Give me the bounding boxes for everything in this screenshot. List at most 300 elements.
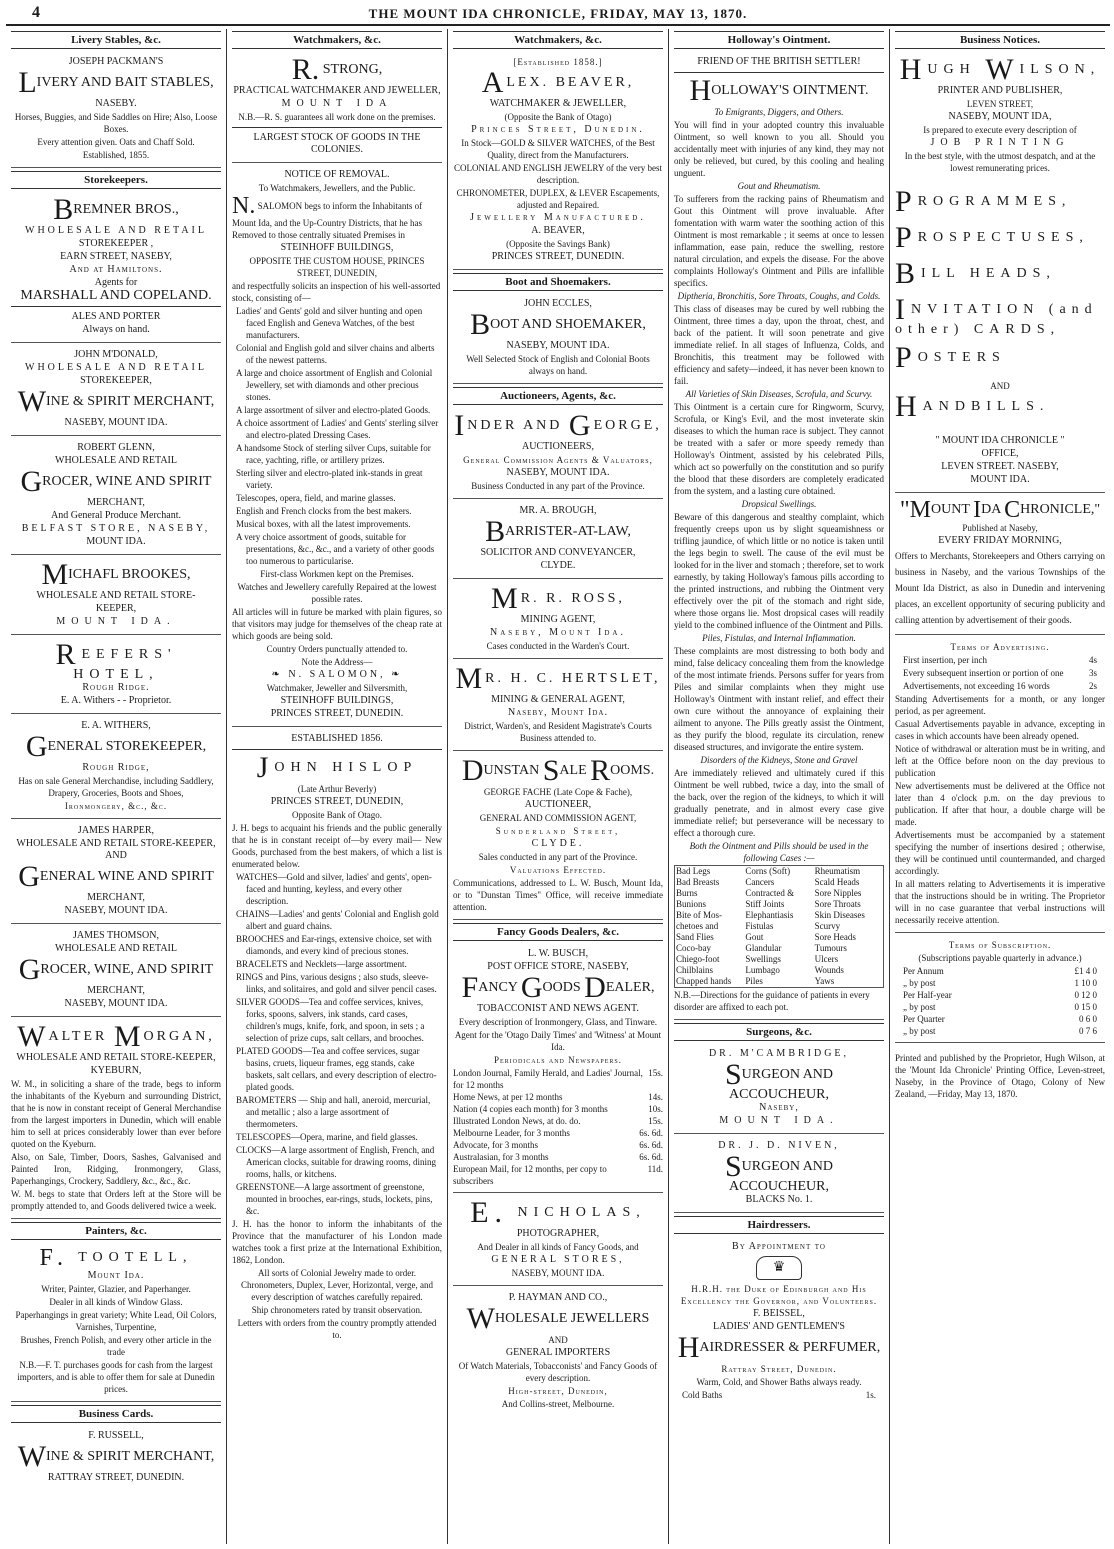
ailment-cell: Wounds [814, 965, 844, 975]
stock-item: A large and choice assortment of English and Colonial Jewellery, set with diamonds and other precious stones. [236, 368, 433, 402]
price-row [453, 1091, 663, 1103]
ailment-cell: Scurvy [814, 921, 841, 931]
drop-cap: B [895, 257, 922, 290]
ad-line: LEVEN STREET. NASEBY, [941, 461, 1059, 472]
ornament-icon: ❧ [385, 669, 403, 680]
advert-hislop [232, 730, 442, 1347]
section-heading: Painters, &c. [11, 1222, 221, 1240]
price-item: Per Quarter [903, 1014, 945, 1024]
stock-item: Ladies' and Gents' gold and silver hunting and open faced English and Geneva Watches, of the best manufacturers. [236, 306, 423, 340]
ad-line: OHN HISLOP [274, 760, 418, 775]
ad-line: Agent for the 'Otago Daily Times' and 'Witness' at Mount Ida. [454, 1030, 662, 1052]
ad-line: MOUNT IDA. [56, 616, 176, 627]
ad-line: E. A. WITHERS, [81, 720, 151, 731]
ad-line: PHOTOGRAPHER, [516, 1228, 600, 1239]
sub-heading: To Emigrants, Diggers, and Others. [714, 107, 844, 117]
ad-line: UGH [927, 62, 976, 77]
ad-line: Ironmongery, &c., &c. [64, 801, 168, 811]
ad-line: COLONIAL AND ENGLISH JEWELRY of the very best description. [453, 163, 663, 185]
ad-line: ROGRAMMES, [917, 194, 1072, 209]
ad-paragraph: New advertisements must be delivered at the Office not later than 4 o'clock p.m. on the day previous to publication. If after that hour, a double charge will be made. [895, 781, 1105, 827]
price-row [453, 1151, 663, 1163]
section-heading: Holloway's Ointment. [674, 31, 884, 49]
ad-line: LEVEN STREET, [966, 99, 1034, 109]
drop-cap: H [895, 390, 923, 423]
ad-line: And Collins-street, Melbourne. [501, 1399, 615, 1409]
price-item: Home News, at per 12 months [453, 1092, 563, 1102]
drop-cap: L [18, 66, 37, 99]
drop-cap: I [454, 409, 468, 442]
price-row [895, 1013, 1105, 1025]
ad-paragraph: These complaints are most distressing to both body and mind, false delicacy concealing them from the knowledge of the most intimate friends. Persons suffer for years from Piles and similar complaints when they might use Holloway's Ointment with instant relief, and effect their own cure without the annoyance of explaining their ailment to anyone. The Pills greatly assist the Ointment, as they purify the blood, regulate its circulation, renew diseased structures, and invigorate the entire system. [674, 646, 884, 752]
price-value: 6s. 6d. [639, 1152, 663, 1162]
ad-line: ILL HEADS, [921, 266, 1056, 281]
ad-line: To Watchmakers, Jewellers, and the Public. [258, 183, 416, 193]
salomon-stock-list [232, 305, 442, 567]
drop-cap: W [466, 1302, 495, 1335]
ad-line: Paperhangings in great variety; White Lead, Oil Colors, Varnishes, Turpentine, [15, 1310, 217, 1332]
ad-line: ENERAL WINE AND SPIRIT [39, 869, 214, 884]
ad-line: NASEBY, MOUNT IDA, [948, 111, 1052, 122]
ad-line: F. BEISSEL, [753, 1308, 805, 1319]
ad-line: Sunderland Street, [495, 826, 621, 836]
section-heading: Surgeons, &c. [674, 1023, 884, 1041]
hislop-stock-list [232, 871, 442, 1217]
ad-line: In Stock—GOLD & SILVER WATCHES, of the Best Quality, direct from the Manufacturers. [461, 138, 655, 160]
drop-cap: G [20, 465, 43, 498]
ad-line: J. H. has the honor to inform the inhabitants of the Province that the manufacturer of his London made watches took a first prize at the International Exhibition, 1862, London. [232, 1219, 442, 1265]
ailment-cell: Coco-bay [676, 943, 711, 953]
ad-line: EVERY FRIDAY MORNING, [938, 535, 1062, 546]
ad-line: MARSHALL AND COPELAND. [20, 288, 212, 303]
stock-item: BRACELETS and Necklets—large assortment. [236, 959, 407, 969]
ailment-cell: Gout [745, 932, 764, 942]
ad-line: Communications, addressed to L. W. Busch, Mount Ida, or to "Dunstan Times" Office, will receive immediate attention. [453, 878, 663, 912]
ad-line: Rough Ridge, [82, 762, 150, 773]
ad-line: SOLICITOR AND CONVEYANCER, [480, 547, 636, 558]
ad-line: MERCHANT, [87, 497, 145, 508]
ad-line: Brushes, French Polish, and every other article in the trade [20, 1335, 212, 1357]
ad-line: MERCHANT, [87, 985, 145, 996]
ad-line: OLLOWAY'S OINTMENT. [711, 83, 869, 98]
ad-line: Horses, Buggies, and Side Saddles on Hire; Also, Loose Boxes. [14, 112, 218, 134]
price-value: £1 4 0 [1074, 966, 1097, 976]
ad-line: OUNT [931, 502, 970, 517]
ad-line: District, Warden's, and Resident Magistrate's Courts Business attended to. [464, 721, 652, 743]
column-2 [227, 29, 448, 1544]
ad-line: Sales conducted in any part of the Province. [478, 852, 638, 862]
ailment-cell: Lumbago [745, 965, 780, 975]
ad-line: Also, on Sale, Timber, Doors, Sashes, Galvanised and Painted Iron, Ridging, Ironmongery, Glass, Paperhangings, Crockery, Saddlery, &c., &c., &c. [11, 1152, 221, 1186]
job-item [895, 341, 1105, 374]
advert-withers [11, 717, 221, 819]
ad-line: AND [990, 381, 1010, 391]
masthead-title: THE MOUNT IDA CHRONICLE, FRIDAY, MAY 13, 1870. [368, 6, 748, 21]
ad-line: JAMES THOMSON, [73, 930, 159, 941]
price-row [895, 1001, 1105, 1013]
drop-cap: W [17, 385, 47, 418]
ad-line: RATTRAY STREET, DUNEDIN. [47, 1472, 185, 1483]
ad-line: J. H. begs to acquaint his friends and the public generally that he is in constant receipt of—by every mail— New Goods, purchased from the best makers, of which a list is enumerated below. [232, 823, 442, 869]
ad-line: MOUNT IDA. [719, 1115, 839, 1126]
ailment-cell: Cancers [745, 877, 775, 887]
job-item [895, 185, 1105, 218]
ailment-cell: Fistulas [745, 921, 774, 931]
advert-niven [674, 1137, 884, 1213]
ad-line: And at Hamiltons. [69, 264, 163, 275]
ad-line: Periodicals and Newspapers. [493, 1055, 623, 1065]
ailment-cell: Rheumatism [814, 866, 861, 876]
page-number: 4 [32, 4, 41, 21]
ailment-cell: Chilblains [676, 965, 714, 975]
ad-line: Naseby, [759, 1102, 799, 1113]
ad-line: N. SALOMON, [288, 669, 386, 680]
ad-line: EEFERS' HOTEL, [73, 647, 177, 682]
drop-cap: H [899, 53, 928, 86]
drop-cap: F. [39, 1245, 69, 1271]
stock-item: Sterling silver and electro-plated ink-stands in great variety. [236, 468, 423, 490]
advert-thomson [11, 927, 221, 1017]
sub-heading: Terms of Advertising. [950, 642, 1050, 652]
advert-packman [11, 53, 221, 168]
ad-line: UNSTAN [483, 763, 540, 778]
price-item: Per Annum [903, 966, 944, 976]
ad-line: A. BEAVER, [531, 225, 585, 236]
ad-line: JOHN ECCLES, [524, 298, 592, 309]
ad-line: W. M., in soliciting a share of the trade, begs to inform the inhabitants of the Kyeburn and surrounding District, that he is now in constant receipt of General Merchandise from the largest importers in Dunedin, which will enable him to sell at prices considerably lower than ever before quoted on the Kyeburn. [11, 1079, 221, 1149]
subscription-terms [895, 936, 1105, 1043]
price-row [453, 1163, 663, 1187]
ad-paragraph: This Ointment is a certain cure for Ringworm, Scurvy, Scrofula, or King's Evil, and the most inveterate skin diseases to which the human race is subject. They cannot be treated with a safer or more speedy remedy than Holloway's Ointment, assisted by his celebrated Pills, which act so powerfully on the constitution and so purify the blood that these disorders are completely eradicated from the system, and a lasting cure obtained. [674, 402, 884, 496]
ad-line: JOSEPH PACKMAN'S [68, 56, 164, 67]
ad-line: STOREKEEPER , [78, 238, 154, 249]
price-row [453, 1115, 663, 1127]
ailment-cell: Ulcers [814, 954, 839, 964]
stock-item: GREENSTONE—A large assortment of greenstone, mounted in brooches, ear-rings, studs, lockets, pins, &c. [236, 1182, 433, 1216]
ad-line: DA [981, 502, 1001, 517]
ad-line: BLACKS No. 1. [745, 1194, 813, 1205]
ad-line: N.B.—F. T. purchases goods for cash from the largest importers, and is able to offer them for sale at Dunedin prices. [17, 1360, 215, 1394]
ad-paragraph: This class of diseases may be cured by well rubbing the Ointment, three times a day, upon the throat, chest, and back of the patient. It will soon penetrate and give immediate relief. In all stages of Influenza, Colds, and Bronchitis, this treatment may be followed with efficiency and safety—indeed, it has never been known to fail. [674, 304, 884, 386]
price-item: Per Half-year [903, 990, 952, 1000]
ad-line: PRINCES STREET, DUNEDIN, [270, 796, 404, 807]
advert-russell [11, 1427, 221, 1490]
price-value: 14s. [648, 1092, 663, 1102]
ad-line: Naseby, Mount Ida. [508, 707, 608, 718]
ad-line: Writer, Painter, Glazier, and Paperhanger. [41, 1284, 191, 1294]
ad-line: MINING & GENERAL AGENT, [491, 694, 625, 705]
stock-item: A choice assortment of Ladies' and Gents' sterling silver and electro-plated Dressing Cases. [236, 418, 439, 440]
price-value: 1 10 0 [1074, 978, 1097, 988]
price-value: 15s. [648, 1116, 663, 1126]
ad-line: AIRDRESSER & PERFUMER, [699, 1340, 881, 1355]
section-heading: Business Notices. [895, 31, 1105, 49]
section-heading: Watchmakers, &c. [232, 31, 442, 49]
price-item: European Mail, for 12 months, per copy to subscribers [453, 1164, 607, 1186]
drop-cap: N. [232, 193, 256, 219]
ailment-cell: Glandular [745, 943, 782, 953]
price-value: 11d. [647, 1164, 663, 1174]
ad-line: GENERAL IMPORTERS [505, 1347, 611, 1358]
ailment-cell: Swellings [745, 954, 781, 964]
advert-chronicle [895, 496, 1105, 635]
advert-tootell [11, 1244, 221, 1402]
ailment-cell: Chiego-foot [676, 954, 720, 964]
ailment-cell: chetoes and [676, 921, 719, 931]
drop-cap: G [18, 860, 40, 893]
ad-paragraph: You will find in your adopted country this invaluable Ointment, so well known to you all. Should you accidentally meet with injuries of any kind, they may not only be relieved, but cured, by this cooling and healing unguent. [674, 120, 884, 178]
ad-line: OFFICE, [981, 448, 1019, 459]
ad-paragraph: Advertisements must be accompanied by a statement specifying the number of insertions desired ; otherwise, they will be continued until countermanded, and charged accordingly. [895, 830, 1105, 876]
sub-heading: Diptheria, Bronchitis, Sore Throats, Coughs, and Colds. [677, 291, 881, 301]
job-item [895, 221, 1105, 254]
ailment-cell: Sore Nipples [814, 888, 862, 898]
ad-line: ALES AND PORTER [71, 311, 161, 322]
price-row [453, 1127, 663, 1139]
sub-heading: Terms of Subscription. [948, 940, 1052, 950]
ad-line: MOUNT IDA. [86, 536, 146, 547]
stock-item: A very choice assortment of goods, suitable for presentations, &c., &c., and a variety of other goods too numerous to particularise. [236, 532, 435, 566]
drop-cap: B [470, 308, 491, 341]
advert-harper [11, 822, 221, 924]
price-value: 0 6 0 [1079, 1014, 1097, 1024]
advert-wilson [895, 53, 1105, 493]
price-item: Advocate, for 3 months [453, 1140, 538, 1150]
drop-cap: F [461, 971, 479, 1004]
ad-line: DR. J. D. NIVEN, [718, 1140, 840, 1151]
ad-line: " [899, 497, 910, 523]
ailment-cell: Burns [676, 888, 698, 898]
ailment-cell: Bad Legs [676, 866, 711, 876]
ad-line: Watchmaker, Jeweller and Silversmith, [266, 683, 408, 693]
price-value: 15s. [648, 1068, 663, 1078]
ailment-cell: Sore Throats [814, 899, 861, 909]
stock-item: CLOCKS—A large assortment of English, French, and American clocks, suitable for drawing rooms, dining rooms, halls, or kitchens. [236, 1145, 436, 1179]
ad-line: NASEBY, MOUNT IDA. [511, 1268, 605, 1278]
ad-line: OOMS. [610, 763, 655, 778]
section-heading: Boot and Shoemakers. [453, 273, 663, 291]
sub-heading: Both the Ointment and Pills should be used in the following Cases :— [689, 841, 869, 863]
stock-item: English and French clocks from the best makers. [236, 506, 412, 516]
ailment-cell: Scald Heads [814, 877, 860, 887]
ad-line: GENERAL STORES, [491, 1254, 625, 1265]
ailment-cell: Bad Breasts [676, 877, 720, 887]
ad-line: LADIES' AND GENTLEMEN'S [713, 1321, 845, 1332]
ornament-icon: ❧ [271, 669, 289, 680]
ad-line: MOUNT IDA. [970, 474, 1030, 485]
ad-line: N.B.—Directions for the guidance of patients in every disorder are affixed to each pot. [674, 990, 870, 1012]
ad-line: KYEBURN, [90, 1065, 142, 1076]
advert-glenn [11, 439, 221, 555]
ad-line: OODS [542, 980, 581, 995]
stock-item: Colonial and English gold and silver chains and alberts of the newest patterns. [236, 343, 435, 365]
ad-line: High-street, Dunedin, [508, 1386, 608, 1396]
ad-line: EORGE, [593, 418, 662, 433]
price-value: 4s [1088, 655, 1097, 665]
ad-line: Published at Naseby, [962, 523, 1038, 533]
ad-line: ESTABLISHED 1856. [291, 733, 383, 744]
stock-item: PLATED GOODS—Tea and coffee services, sugar basins, cruets, liqueur frames, egg stands, cake baskets, salt cellars, and every description of electro-plated goods. [236, 1046, 437, 1092]
advert-hertslet [453, 662, 663, 751]
ad-line: In the best style, with the utmost despatch, and at the lowest remunerating prices. [904, 151, 1096, 173]
ad-line: ENERAL STOREKEEPER, [47, 739, 207, 754]
ad-line: ANDBILLS. [922, 399, 1050, 414]
ad-line: WHOLESALE AND RETAIL [25, 225, 207, 236]
drop-cap: S [724, 1058, 742, 1091]
ad-line: F. RUSSELL, [88, 1430, 144, 1441]
price-item: Melbourne Leader, for 3 months [453, 1128, 570, 1138]
section-heading: Fancy Goods Dealers, &c. [453, 923, 663, 941]
ad-line: STOREKEEPER, [80, 375, 152, 386]
advert-eccles [453, 295, 663, 384]
ad-line: WATCHMAKER & JEWELLER, [489, 98, 627, 109]
drop-cap: M [41, 558, 69, 591]
ad-line: ILSON, [1019, 62, 1101, 77]
ad-line: " MOUNT IDA CHRONICLE " [935, 435, 1065, 446]
drop-cap: W [17, 1440, 47, 1473]
advert-ross [453, 582, 663, 659]
sub-heading: Dropsical Swellings. [741, 499, 817, 509]
column-1 [6, 29, 227, 1544]
stock-item: TELESCOPES—Opera, marine, and field glasses. [236, 1132, 418, 1142]
ad-line: Opposite Bank of Otago. [292, 810, 382, 820]
ad-line: Jewellery Manufactured. [470, 212, 646, 223]
section-heading: Auctioneers, Agents, &c. [453, 387, 663, 405]
ailment-cell: Contracted & [745, 888, 795, 898]
ad-line: NASEBY, MOUNT IDA. [64, 417, 168, 428]
drop-cap: P [895, 185, 918, 218]
ad-paragraph: Standing Advertisements for a month, or any longer period, as per agreement. [895, 694, 1105, 716]
stock-item: A large assortment of silver and electro-plated Goods. [236, 405, 431, 415]
drop-cap: B [53, 193, 74, 226]
drop-cap: J [256, 751, 275, 784]
ad-line: Princes Street, Dunedin. [471, 124, 645, 135]
price-row [895, 989, 1105, 1001]
ad-line: P. HAYMAN AND CO., [508, 1292, 608, 1303]
job-item [895, 257, 1105, 290]
ad-line: OPPOSITE THE CUSTOM HOUSE, PRINCES STREET, DUNEDIN, [249, 256, 425, 278]
ad-line: JOB PRINTING [930, 137, 1070, 148]
column-3 [448, 29, 669, 1544]
price-row [453, 1139, 663, 1151]
stock-item: A handsome Stock of sterling silver Cups, suitable for race, yachting, rifle, or artillery prizes. [236, 443, 431, 465]
periodicals-price-list [453, 1067, 663, 1187]
ailment-cell: Corns (Soft) [745, 866, 791, 876]
ad-line: WHOLESALE AND RETAIL [25, 362, 207, 373]
ad-line: AUCTIONEER, [524, 799, 592, 810]
ad-line: JOHN M'DONALD, [74, 349, 158, 360]
ad-line: ANCY [478, 980, 518, 995]
ad-line: H.R.H. the Duke of Edinburgh and His Excellency the Governor, and Volunteers. [680, 1284, 878, 1306]
drop-cap: W [985, 53, 1020, 86]
masthead [6, 0, 1110, 26]
drop-cap: M [113, 1020, 144, 1053]
advert-bremner [11, 193, 221, 343]
stock-item: Telescopes, opera, field, and marine glasses. [236, 493, 396, 503]
drop-cap: S [724, 1150, 742, 1183]
ad-line: MOUNT IDA [281, 98, 393, 109]
ad-line: IVERY AND BAIT STABLES, [36, 75, 214, 90]
ad-line: Rough Ridge. [82, 682, 150, 693]
drop-cap: I [895, 293, 911, 326]
ad-line: STRONG, [322, 62, 383, 77]
ad-line: NVITATION (and other) CARDS, [895, 302, 1098, 337]
ad-line: PRINCES STREET, DUNEDIN. [491, 251, 625, 262]
column-5 [890, 29, 1110, 1544]
ad-line: (Late Arthur Beverly) [297, 784, 377, 794]
drop-cap: G [520, 971, 543, 1004]
ad-line: WHOLESALE AND RETAIL STORE-KEEPER, AND [16, 838, 216, 861]
drop-cap: B [485, 515, 506, 548]
advert-brookes [11, 558, 221, 635]
ad-line: W. M. begs to state that Orders left at the Store will be promptly attended to, and Goods delivered twice a week. [11, 1189, 221, 1211]
ad-line: Every description of Ironmongery, Glass, and Tinware. [458, 1017, 658, 1027]
ad-line: NASEBY, MOUNT IDA. [64, 905, 168, 916]
drop-cap: G [25, 730, 48, 763]
ad-line: And Dealer in all kinds of Fancy Goods, and [477, 1242, 639, 1252]
advert-morgan [11, 1020, 221, 1219]
sub-heading: All Varieties of Skin Diseases, Scrofula, and Scurvy. [685, 389, 873, 399]
price-value: 10s. [648, 1104, 663, 1114]
ad-line: CLYDE. [531, 838, 585, 849]
ad-line: PRACTICAL WATCHMAKER AND JEWELLER, [233, 85, 441, 96]
ad-line: Business Conducted in any part of the Province. [471, 481, 645, 491]
drop-cap: E. [470, 1196, 509, 1229]
ad-line: WHOLESALE AND RETAIL STORE-KEEPER, [16, 1052, 216, 1063]
ad-line: LEX. BEAVER, [506, 75, 635, 90]
stock-item: BAROMETERS — Ship and hall, aneroid, mercurial, and metallic ; also a large assortment of thermometers. [236, 1095, 431, 1129]
ad-line: OSTERS [917, 350, 1006, 365]
ailment-cell: Bite of Mos- [676, 910, 722, 920]
ad-line: General Commission Agents & Valuators, [463, 455, 653, 465]
ad-line: (Opposite the Savings Bank) [506, 239, 610, 249]
ad-line: Country Orders punctually attended to. [266, 644, 408, 654]
price-item: London Journal, Family Herald, and Ladies' Journal, for 12 months [453, 1068, 643, 1090]
ailment-cell: Tumours [814, 943, 847, 953]
ad-line: Has on sale General Merchandise, including Saddlery, Drapery, Groceries, Boots and Shoes, [18, 776, 214, 798]
ad-line: E. A. Withers - - Proprietor. [60, 695, 172, 706]
ad-line: Agents for [94, 277, 138, 288]
ad-line: URGEON AND ACCOUCHEUR, [729, 1159, 834, 1194]
drop-cap: A [481, 66, 507, 99]
price-item: Australasian, for 3 months [453, 1152, 549, 1162]
ad-line: Valuations Effected. [509, 865, 607, 875]
drop-cap: R. [291, 53, 320, 86]
ad-line: PRINTER AND PUBLISHER, [937, 85, 1063, 96]
drop-cap: D [584, 971, 606, 1004]
ailment-cell: Sore Heads [814, 932, 856, 942]
job-item [895, 293, 1105, 337]
ad-line: Cases conducted in the Warden's Court. [486, 641, 630, 651]
column-4 [669, 29, 890, 1544]
ad-line: KEEPER, [95, 603, 137, 614]
price-value: 3s [1088, 668, 1097, 678]
price-item: „ by post [903, 1002, 936, 1012]
ad-line: NICHOLAS, [517, 1205, 646, 1220]
ad-line: JAMES HARPER, [77, 825, 155, 836]
ad-line: Letters with orders from the country promptly attended to. [237, 1318, 437, 1340]
newspaper-page [6, 0, 1110, 1545]
ad-line: L. W. BUSCH, [527, 948, 589, 959]
drop-cap: C [1004, 497, 1021, 523]
price-value: 0 12 0 [1074, 990, 1097, 1000]
ad-line: EALER, [605, 980, 655, 995]
drop-cap: W [17, 1020, 49, 1053]
printer-imprint: Printed and published by the Proprietor, Hugh Wilson, at the 'Mount Ida Chronicle' Printing Office, Leven-street, Naseby, in the Province of Otago, Colony of New Zealand, —Friday, May 13, 1870. [895, 1053, 1105, 1099]
advert-brough [453, 502, 663, 579]
ad-line: POST OFFICE STORE, NASEBY, [487, 961, 629, 972]
ad-line: And General Produce Merchant. [51, 510, 181, 521]
